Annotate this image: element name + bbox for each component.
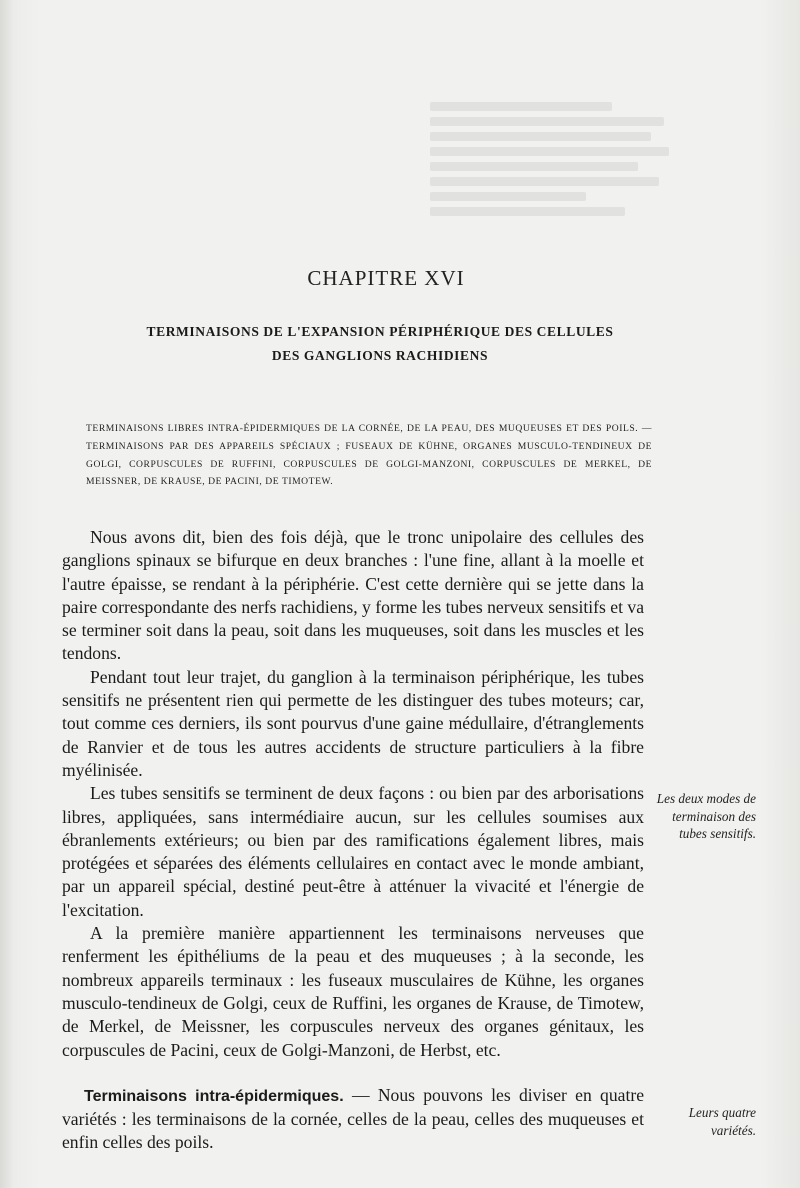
- section-title: Terminaisons intra-épidermiques.: [84, 1087, 344, 1105]
- chapter-title: CHAPITRE XVI: [307, 266, 465, 290]
- body-text: [62, 526, 644, 1155]
- margin-note: Leurs quatre variétés.: [688, 1105, 756, 1138]
- paragraph: Nous avons dit, bien des fois déjà, que le tronc unipolaire des cellules des ganglions spinaux se bifurque en deux branches : l'une fine, allant à la moelle et l'autre épaisse, se rendant à la périphérie. C'est cette dernière qui se jette dans la paire correspondante des nerfs rachidiens, y forme les tubes nerveux sensitifs et va se terminer soit dans la peau, soit dans les muqueuses, soit dans les muscles et les tendons.: [62, 527, 644, 664]
- paragraph: Pendant tout leur trajet, du ganglion à la terminaison périphérique, les tubes sensitifs ne présentent rien qui permette de les distinguer des tubes moteurs; car, tout comme ces derniers, ils sont pourvus d'une gaine médullaire, d'étranglements de Ranvier et de tous les autres accidents de structure particuliers à la fibre myélinisée.: [62, 666, 644, 780]
- paragraph: A la première manière appartiennent les terminaisons nerveuses que renferment les épithéliums de la peau et des muqueuses ; à la seconde, les nombreux appareils terminaux : les fuseaux musculaires de Kühne, les organes musculo-tendineux de Golgi, ceux de Ruffini, les organes de Krause, de Timotew, de Merkel, de Meissner, les corpuscules nerveux des organes génitaux, les corpuscules de Pacini, ceux de Golgi-Manzoni, de Herbst, etc.: [62, 923, 644, 1060]
- section-paragraph: [62, 1084, 644, 1155]
- paragraph: Les tubes sensitifs se terminent de deux façons : ou bien par des arborisations libres, appliquées, sans intermédiaire aucun, sur les cellules soumises aux ébranlements extérieurs; ou bien par des ramifications également libres, mais protégées et séparées des éléments cellulaires en contact avec le monde ambiant, par un appareil spécial, destiné peut-être à atténuer la vivacité et l'énergie de l'excitation.: [62, 783, 644, 920]
- chapter-subtitle-line1: TERMINAISONS DE L'EXPANSION PÉRIPHÉRIQUE DES CELLULES: [146, 324, 614, 339]
- chapter-summary: TERMINAISONS LIBRES INTRA-ÉPIDERMIQUES DE LA CORNÉE, DE LA PEAU, DES MUQUEUSES ET DES POILS. — TERMINAISONS PAR DES APPAREILS SPÉCIAUX ; FUSEAUX DE KÜHNE, ORGANES MUSCULO-TENDINEUX DE GOLGI, CORPUSCULES DE RUFFINI, CORPUSCULES DE GOLGI-MANZONI, CORPUSCULES DE MERKEL, DE MEISSNER, DE KRAUSE, DE PACINI, DE TIMOTEW.: [86, 423, 652, 488]
- chapter-subtitle-line2: DES GANGLIONS RACHIDIENS: [271, 348, 489, 363]
- margin-note: Les deux modes de terminaison des tubes sensitifs.: [656, 791, 756, 842]
- section-text: — Nous pouvons les diviser en quatre variétés : les terminaisons de la cornée, celles de la peau, celles des muqueuses et enfin celles des poils.: [62, 1084, 644, 1153]
